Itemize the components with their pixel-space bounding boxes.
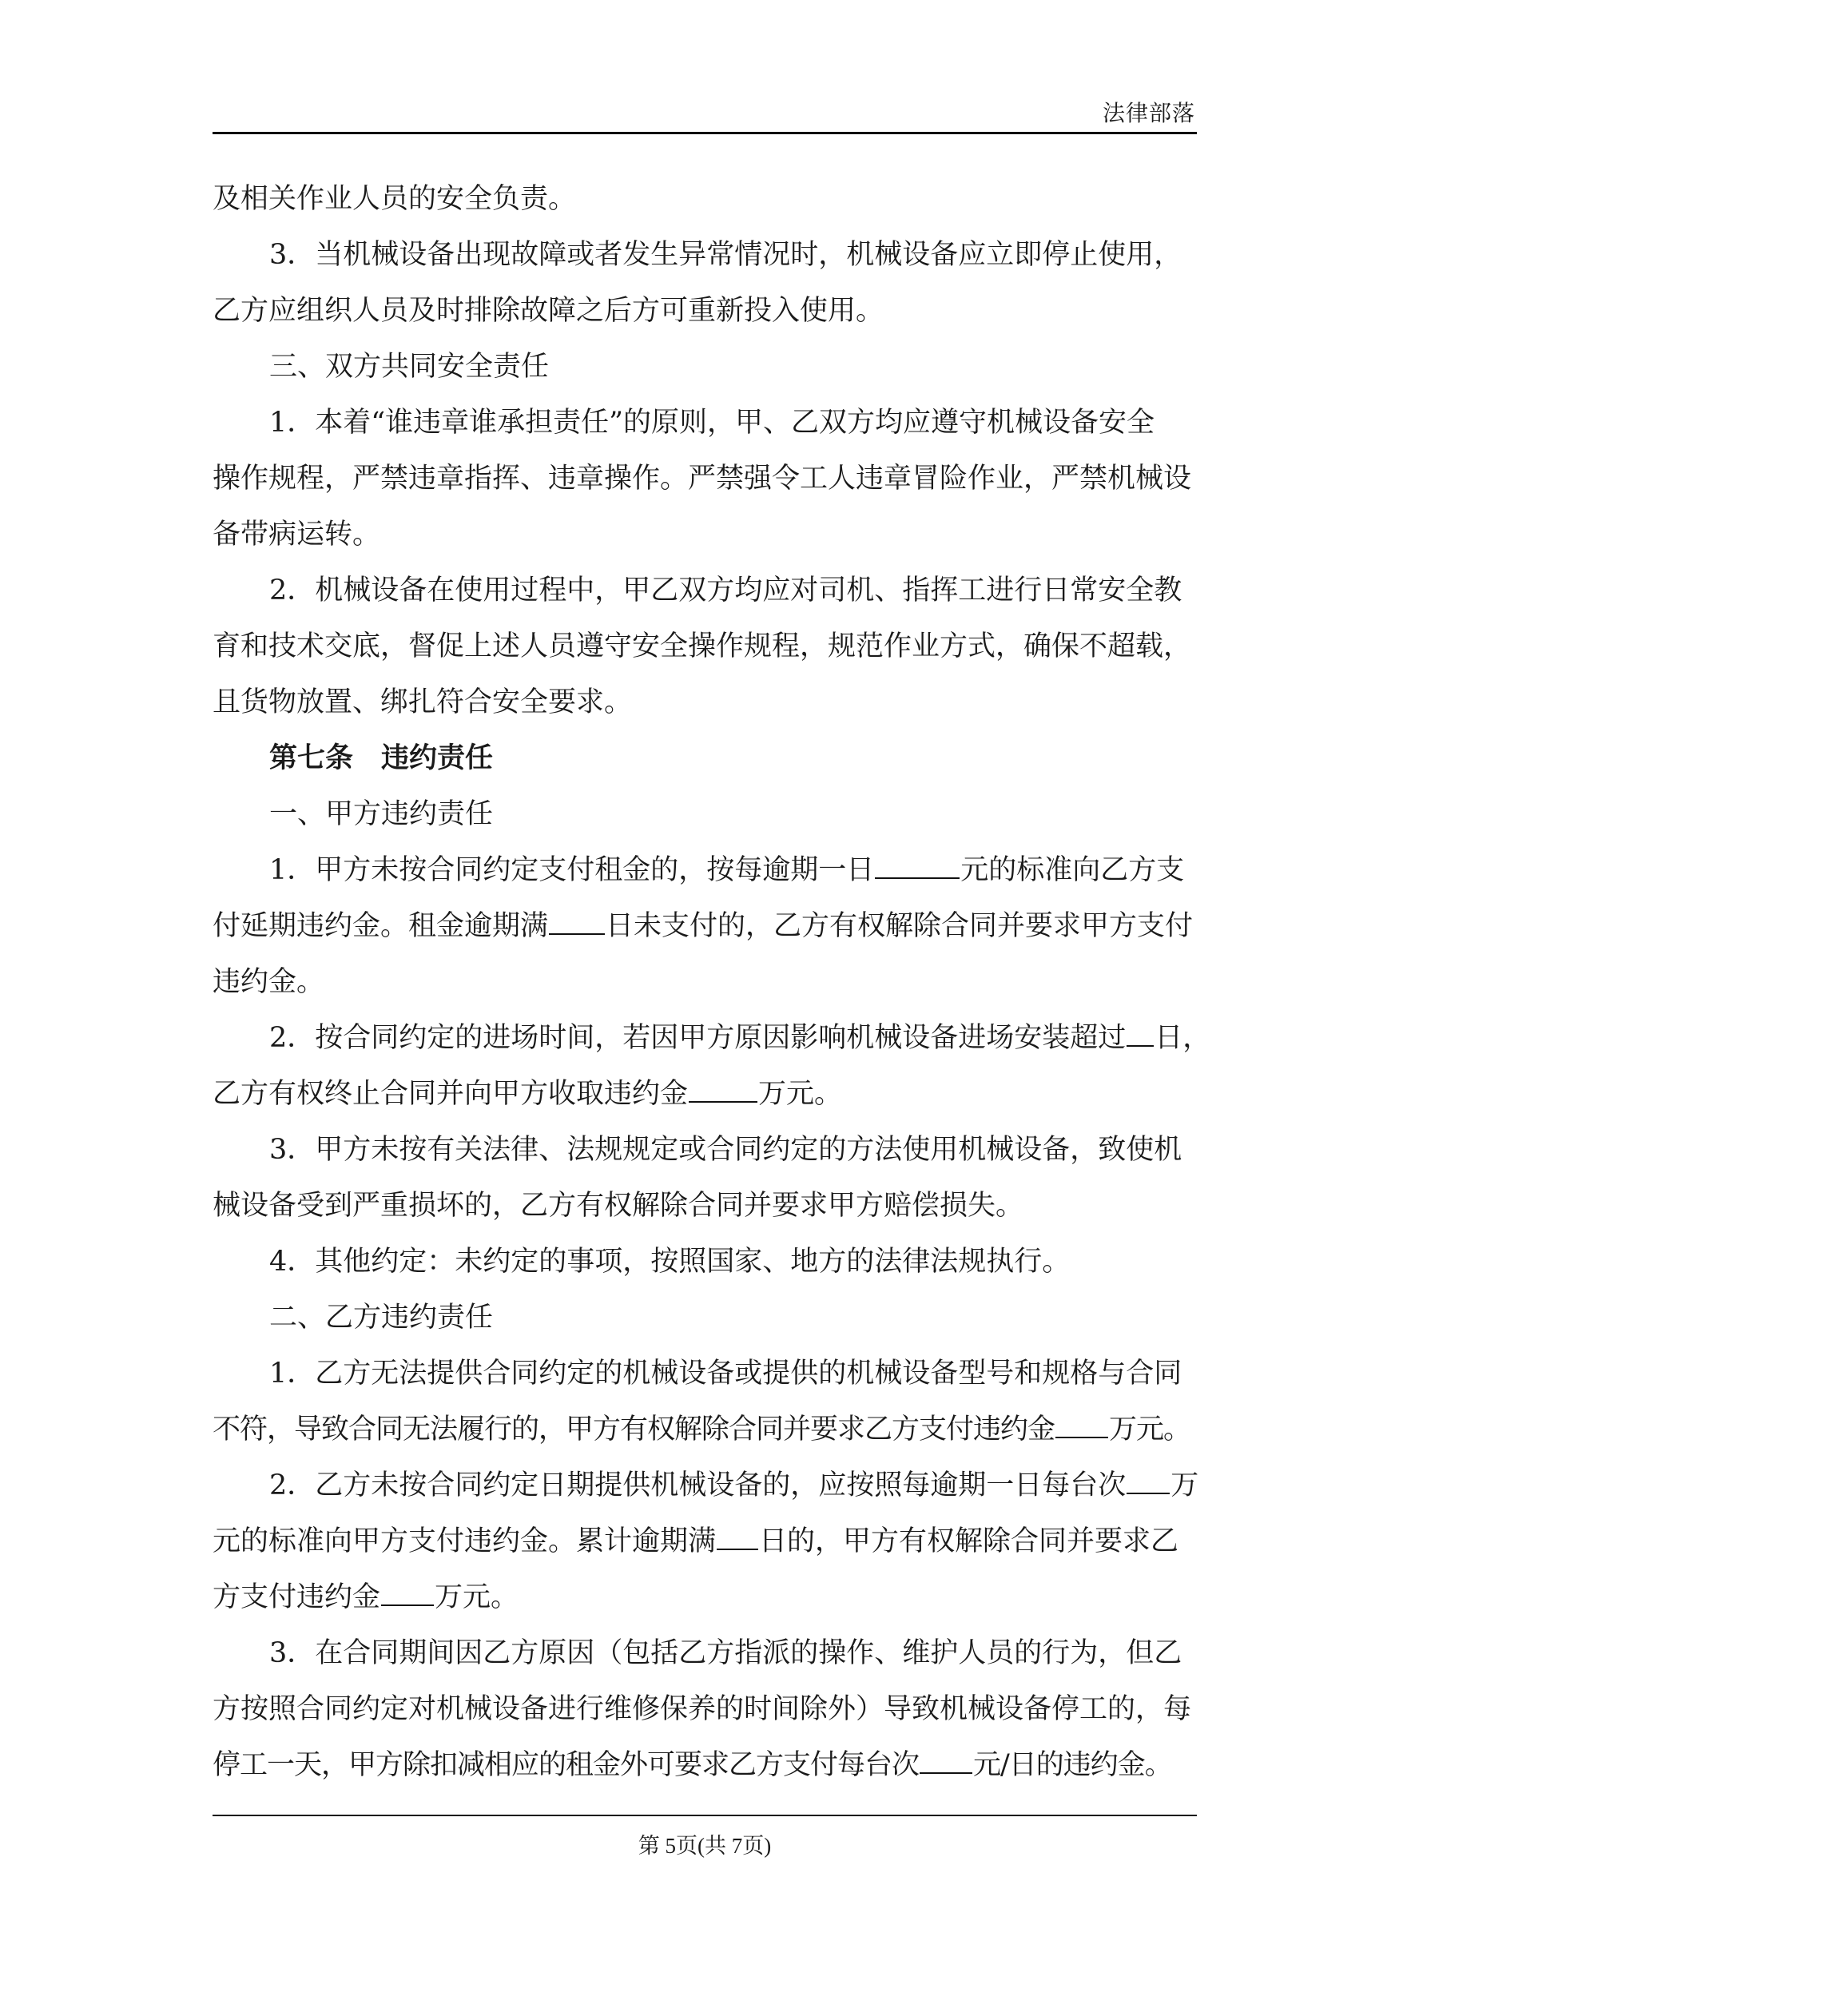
section-heading: 一、甲方违约责任	[269, 798, 494, 830]
text-line: 方按照合同约定对机械设备进行维修保养的时间除外）导致机械设备停工的，每	[213, 1693, 1192, 1725]
text-line: 1．本着“谁违章谁承担责任”的原则，甲、乙双方均应遵守机械设备安全	[269, 407, 1155, 439]
text-line: 且货物放置、绑扎符合安全要求。	[213, 686, 633, 718]
text-line: 械设备受到严重损坏的，乙方有权解除合同并要求甲方赔偿损失。	[213, 1190, 1024, 1222]
text-line: 3．甲方未按有关法律、法规规定或合同约定的方法使用机械设备，致使机	[269, 1134, 1182, 1166]
header-rule	[213, 132, 1197, 134]
section-heading: 二、乙方违约责任	[269, 1302, 494, 1334]
page-header-title: 法律部落	[1102, 100, 1195, 126]
text-line: 乙方有权终止合同并向甲方收取违约金 万元。	[213, 1078, 843, 1110]
document-body	[213, 171, 1211, 1793]
fill-in-blank[interactable]	[689, 1077, 757, 1103]
fill-in-blank[interactable]	[1127, 1021, 1154, 1047]
text-line: 付延期违约金。租金逾期满 日未支付的，乙方有权解除合同并要求甲方支付	[213, 910, 1194, 942]
text-line: 2．机械设备在使用过程中，甲乙双方均应对司机、指挥工进行日常安全教	[269, 575, 1182, 606]
fill-in-blank[interactable]	[875, 853, 960, 879]
text-line: 违约金。	[213, 966, 325, 998]
text-line: 2．按合同约定的进场时间，若因甲方原因影响机械设备进场安装超过 日，	[269, 1022, 1211, 1054]
text-line: 1．乙方无法提供合同约定的机械设备或提供的机械设备型号和规格与合同	[269, 1358, 1182, 1390]
text-line: 3．当机械设备出现故障或者发生异常情况时，机械设备应立即停止使用，	[269, 239, 1182, 271]
text-line: 停工一天，甲方除扣减相应的租金外可要求乙方支付每台次 元/日的违约金。	[213, 1749, 1172, 1781]
text-line: 备带病运转。	[213, 519, 381, 551]
fill-in-blank[interactable]	[717, 1525, 758, 1550]
article-heading: 第七条 违约责任	[269, 742, 494, 774]
text-line: 元的标准向甲方支付违约金。累计逾期满 日的，甲方有权解除合同并要求乙	[213, 1525, 1179, 1557]
text-line: 乙方应组织人员及时排除故障之后方可重新投入使用。	[213, 295, 884, 327]
footer-rule	[213, 1815, 1197, 1816]
text-line: 方支付违约金 万元。	[213, 1581, 519, 1613]
fill-in-blank[interactable]	[920, 1748, 972, 1774]
page-number: 第 5页(共 7页)	[638, 1834, 772, 1858]
section-heading: 三、双方共同安全责任	[269, 351, 550, 383]
text-line: 不符，导致合同无法履行的，甲方有权解除合同并要求乙方支付违约金 万元。	[213, 1414, 1191, 1445]
text-line: 1．甲方未按合同约定支付租金的，按每逾期一日 元的标准向乙方支	[269, 854, 1185, 886]
fill-in-blank[interactable]	[1127, 1469, 1170, 1494]
text-line: 操作规程，严禁违章指挥、违章操作。严禁强令工人违章冒险作业，严禁机械设	[213, 463, 1192, 495]
text-line: 育和技术交底，督促上述人员遵守安全操作规程，规范作业方式，确保不超载，	[213, 630, 1192, 662]
fill-in-blank[interactable]	[549, 909, 605, 935]
text-line: 4．其他约定：未约定的事项，按照国家、地方的法律法规执行。	[269, 1246, 1071, 1278]
text-line: 3．在合同期间因乙方原因（包括乙方指派的操作、维护人员的行为，但乙	[269, 1637, 1182, 1669]
text-line: 及相关作业人员的安全负责。	[213, 183, 577, 215]
fill-in-blank[interactable]	[1055, 1413, 1108, 1438]
fill-in-blank[interactable]	[381, 1581, 434, 1606]
text-line: 2．乙方未按合同约定日期提供机械设备的，应按照每逾期一日每台次 万	[269, 1469, 1199, 1501]
